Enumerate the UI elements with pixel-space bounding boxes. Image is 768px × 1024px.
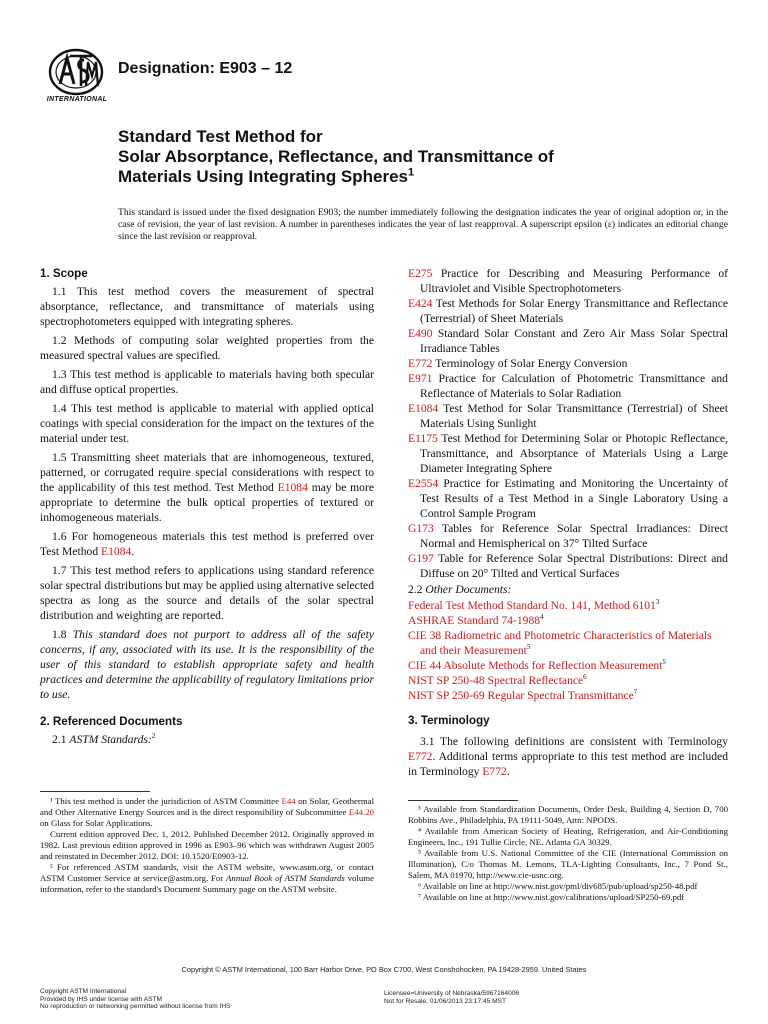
reference-code-link[interactable]: G197 [408,552,434,565]
reference-code-link[interactable]: E971 [408,372,433,385]
reference-item [408,431,728,476]
reference-code-link[interactable]: E772 [408,357,433,370]
reference-code-link[interactable]: G173 [408,522,434,535]
link-e44-20[interactable]: E44.20 [348,807,375,817]
other-document-footnote-marker: 3 [655,598,660,607]
issuance-notice: This standard is issued under the fixed designation E903; the number immediately following the designation indicates the year of original adoption or, in the case of revision, the year of last revision. A number in parentheses indicates the year of last reapproval. A superscript epsilon (ε) indicates an editorial change since the last revision or reapproval. [118,207,728,242]
other-document-title: Federal Test Method Standard No. 141, Method 6101 [408,599,656,612]
right-column [408,266,728,783]
reference-title: Test Methods for Solar Energy Transmittance and Reflectance (Terrestrial) of Sheet Materials [420,297,728,325]
footnote-7: ⁷ Available on line at http://www.nist.gov/calibrations/upload/SP250-69.pdf [418,892,685,902]
reference-title: Practice for Calculation of Photometric Transmittance and Reflectance of Materials to Solar Radiation [420,372,728,400]
reference-title: Tables for Reference Solar Spectral Irradiances: Direct Normal and Hemispherical on 37° Tilted Surface [420,522,728,550]
footnote-2-italic: Annual Book of ASTM Standards [226,873,345,883]
para-1-6-text-a: 1.6 For homogeneous materials this test method is preferred over Test Method [40,530,374,558]
para-1-3: 1.3 This test method is applicable to materials having both specular and diffuse optical properties. [40,368,374,396]
footnote-1-edition: Current edition approved Dec. 1, 2012. Published December 2012. Originally approved in 1982. Last previous edition approved in 1996 as E903–96 which was withdrawn August 2005 and reinstated in December 2012. DOI: 10.1520/E0903-12. [40,829,374,861]
license-right-line: Licensee=University of Nebraska/5967164006 [384,990,520,997]
other-documents-list [408,598,728,703]
license-left-line: No reproduction or networking permitted without license from IHS [40,1003,231,1011]
footnote-1 [40,796,374,829]
footnote-4: ⁴ Available from American Society of Heating, Refrigeration, and Air-Conditioning Engineers, Inc., 191 Tullie Circle, NE. Atlanta GA 30329. [408,826,728,847]
para-2-1-text: ASTM Standards: [69,733,152,746]
designation: Designation: E903 – 12 [118,60,293,77]
title-line-3-text: Materials Using Integrating Spheres [118,167,409,186]
para-2-2 [408,582,728,597]
other-document-footnote-marker: 5 [662,658,666,667]
footnote-6: ⁶ Available on line at http://www.nist.gov/pml/div685/pub/upload/sp250-48.pdf [418,881,698,891]
other-document-item[interactable] [408,598,728,613]
para-1-8-text: This standard does not purport to address all of the safety concerns, if any, associated with its use. It is the responsibility of the user of this standard to establish appropriate safety and health practices and determine the applicability of regulatory limitations prior to use. [40,628,374,701]
reference-title: Terminology of Solar Energy Conversion [435,357,628,370]
title-line-1: Standard Test Method for [118,127,323,146]
reference-title: Standard Solar Constant and Zero Air Mass Solar Spectral Irradiance Tables [420,327,728,355]
other-document-item[interactable] [408,658,728,673]
reference-item [408,476,728,521]
link-e1084[interactable]: E1084 [277,481,308,494]
other-document-title: CIE 44 Absolute Methods for Reflection Measurement [408,659,663,672]
para-1-4: 1.4 This test method is applicable to material with applied optical coatings with special consideration for the impact on the textures of the material under test. [40,402,374,445]
reference-item [408,371,728,401]
footnote-rule-right [408,800,518,801]
reference-title: Table for Reference Solar Spectral Distributions: Direct and Diffuse on 20° Tilted and Vertical Surfaces [420,552,728,580]
reference-code-link[interactable]: E1084 [408,402,439,415]
license-left-line: Provided by IHS under license with ASTM [40,995,163,1003]
other-document-item[interactable] [408,628,728,658]
license-info-left [40,988,231,1011]
reference-title: Practice for Estimating and Monitoring the Uncertainty of Test Results of a Test Method in a Single Laboratory Using a Control Sample Program [420,477,729,520]
footnote-2-text-a: ² For referenced ASTM standards, visit the ASTM website, www.astm.org, or contact ASTM Customer Service at service@astm.org. For [40,862,374,883]
footnote-1-text-c: on Glass for Solar Applications. [40,818,153,828]
other-document-item[interactable] [408,673,728,688]
other-document-footnote-marker: 6 [583,673,587,682]
astm-logo [40,46,112,108]
other-document-footnote-marker: 7 [633,688,638,697]
other-document-item[interactable] [408,688,728,703]
document-title [118,127,718,187]
reference-code-link[interactable]: E275 [408,267,433,280]
reference-item [408,551,728,581]
para-2-2-number: 2.2 [408,583,423,596]
section-referenced-docs-heading: 2. Referenced Documents [40,715,183,728]
license-right-line: Not for Resale, 01/06/2013 23:17:45 MST [384,997,507,1005]
reference-title: Test Method for Determining Solar or Photopic Reflectance, Transmittance, and Absorptance of Materials Using a Large Diameter Integrating Sphere [420,432,728,475]
para-1-1: 1.1 This test method covers the measurement of spectral absorptance, reflectance, and transmittance of materials using spectrophotometers equipped with integrating spheres. [40,285,374,328]
reference-item [408,401,728,431]
para-1-6-text-b: . [131,545,135,558]
para-1-5-text-a: 1.5 Transmitting sheet materials that are inhomogeneous, textured, patterned, or corrugated require special considerations with respect to the applicability of this test method. Test Method [40,451,374,494]
para-3-1-text-a: 3.1 The following definitions are consistent with Terminology [420,735,728,748]
reference-code-link[interactable]: E490 [408,327,433,340]
footnote-rule-left [40,791,150,792]
para-3-1-text-c: . [506,765,510,778]
other-document-item[interactable] [408,613,728,628]
other-document-footnote-marker: 5 [526,643,531,652]
link-e772-2[interactable]: E772 [482,765,507,778]
reference-code-link[interactable]: E1175 [408,432,438,445]
section-scope-heading: 1. Scope [40,267,88,280]
para-1-2: 1.2 Methods of computing solar weighted properties from the measured spectral values are specified. [40,334,374,362]
reference-item [408,326,728,356]
para-2-1-number: 2.1 [52,733,67,746]
license-info-right [384,990,519,1005]
other-document-title: CIE 38 Radiometric and Photometric Characteristics of Materials and their Measurement [408,629,712,657]
link-e44[interactable]: E44 [281,796,296,806]
para-1-6 [40,529,374,559]
reference-title: Test Method for Solar Transmittance (Terrestrial) of Sheet Materials Using Sunlight [420,402,728,430]
footnotes-left [40,796,374,895]
left-column [40,266,374,751]
reference-item [408,296,728,326]
footnote-3: ³ Available from Standardization Documents, Order Desk, Building 4, Section D, 700 Robbins Ave., Philadelphia, PA 19111-5049, Attn: NPODS. [408,804,728,825]
footnote-1-text-a: ¹ This test method is under the jurisdiction of ASTM Committee [50,796,279,806]
copyright-line: Copyright © ASTM International, 100 Barr Harbor Drive, PO Box C700, West Conshohocken, PA 19428-2959. United States [181,965,587,974]
title-footnote-marker[interactable]: 1 [408,166,415,179]
footnote-2 [40,862,374,895]
license-left-line: Copyright ASTM International [40,988,127,995]
title-line-2: Solar Absorptance, Reflectance, and Transmittance of [118,147,554,166]
reference-title: Practice for Describing and Measuring Performance of Ultraviolet and Visible Spectrophotometers [420,267,728,295]
para-2-2-text: Other Documents: [425,583,512,596]
reference-code-link[interactable]: E424 [408,297,433,310]
para-1-8 [40,627,374,702]
para-1-5 [40,450,374,525]
para-2-1 [40,732,374,747]
footnote-1-text-b: on Solar, Geothermal and Other Alternative Energy Sources and is the direct responsibility of Subcommittee [40,796,375,817]
reference-item [408,356,728,371]
logo-caption: INTERNATIONAL [46,96,108,103]
para-2-1-footnote-marker[interactable]: 2 [151,732,156,741]
footnote-5: ⁵ Available from U.S. National Committee of the CIE (International Commission on Illumination), C/o Thomas M. Lemons, TLA-Lighting Consultants, Inc., 7 Pond St., Salem, MA 01970, http://www.cie-usnc.org. [408,848,728,880]
para-3-1 [408,734,728,779]
footnotes-right [408,804,728,903]
section-terminology-heading: 3. Terminology [408,714,490,727]
other-document-title: ASHRAE Standard 74-1988 [408,614,541,627]
other-document-title: NIST SP 250-48 Spectral Reflectance [408,674,584,687]
link-e772[interactable]: E772 [408,750,433,763]
astm-standards-list [408,266,728,581]
link-e1084-2[interactable]: E1084 [101,545,132,558]
para-1-5-text-b: may be more appropriate to determine the bulk optical properties of textured or inhomogeneous materials. [40,481,374,524]
reference-item [408,266,728,296]
para-1-7: 1.7 This test method refers to applications using standard reference solar spectral distributions but may be applied using alternative selected spectra as long as the source and details of the solar spectral distribution and weighting are reported. [40,564,374,622]
footnote-2-text-b: volume information, refer to the standard's Document Summary page on the ASTM website. [40,873,374,894]
para-3-1-text-b: . Additional terms appropriate to this test method are included in Terminology [408,750,728,778]
title-line-3 [118,167,718,187]
para-1-8-number: 1.8 [52,628,67,641]
reference-item [408,521,728,551]
reference-code-link[interactable]: E2554 [408,477,439,490]
other-document-footnote-marker: 4 [540,613,544,622]
other-document-title: NIST SP 250-69 Regular Spectral Transmittance [408,689,634,702]
